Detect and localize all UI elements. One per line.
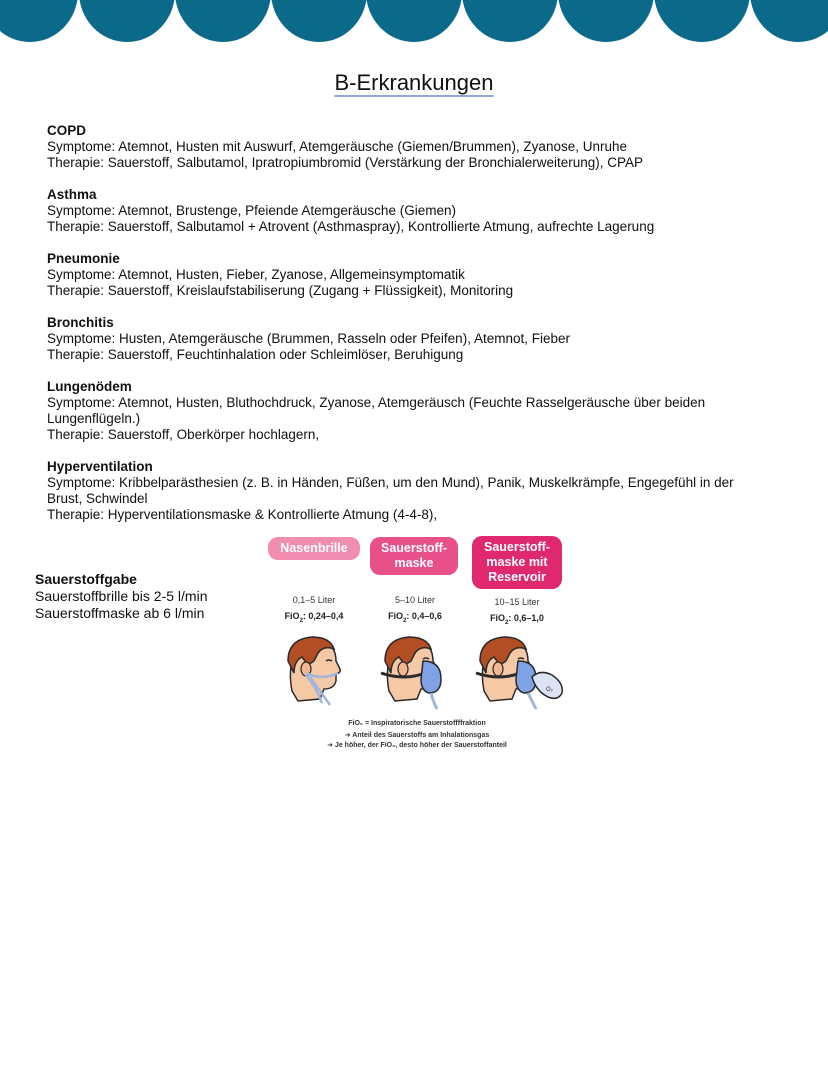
fio2-nasenbrille xyxy=(269,611,359,624)
disease-lungenoedem xyxy=(47,379,767,443)
disease-symptoms: Symptome: Kribbelparästhesien (z. B. in Händen, Füßen, um den Mund), Panik, Muskelkrämpfe, Engegefühl in der Brust, Schwindel xyxy=(47,475,734,506)
oxygen-line: Sauerstoffbrille bis 2-5 l/min xyxy=(35,588,208,604)
disease-bronchitis xyxy=(47,315,767,363)
disease-therapy: Therapie: Sauerstoff, Kreislaufstabiliserung (Zugang + Flüssigkeit), Monitoring xyxy=(47,283,514,298)
range-maske-reservoir: 10–15 Liter xyxy=(494,597,540,607)
page-title xyxy=(0,70,828,96)
fio2-prefix: FiO xyxy=(388,611,404,621)
fio2-subscript: 2 xyxy=(299,617,303,624)
disease-name: Lungenödem xyxy=(47,379,132,394)
disease-symptoms: Symptome: Atemnot, Brustenge, Pfeiende Atemgeräusche (Giemen) xyxy=(47,203,456,218)
fio2-maske-reservoir xyxy=(472,613,562,626)
fio2-prefix: FiO xyxy=(490,613,506,623)
page-title-text: B-Erkrankungen xyxy=(334,70,494,95)
fio2-prefix: FiO xyxy=(284,611,300,621)
disease-copd xyxy=(47,123,767,171)
fio2-subscript: 2 xyxy=(505,619,509,626)
reservoir-mask-face-icon xyxy=(470,631,570,711)
disease-symptoms: Symptome: Atemnot, Husten, Fieber, Zyanose, Allgemeinsymptomatik xyxy=(47,267,465,282)
disease-hyperventilation xyxy=(47,459,767,523)
disease-list xyxy=(47,123,767,539)
oxygen-line: Sauerstoffmaske ab 6 l/min xyxy=(35,605,205,621)
fio2-subscript: 2 xyxy=(403,617,407,624)
oxygen-heading: Sauerstoffgabe xyxy=(35,571,137,587)
fio2-sauerstoffmaske xyxy=(370,611,460,624)
oxygen-summary xyxy=(35,571,255,622)
range-sauerstoffmaske: 5–10 Liter xyxy=(394,595,436,605)
disease-therapy: Therapie: Sauerstoff, Salbutamol, Ipratropiumbromid (Verstärkung der Bronchialerweiterung), CPAP xyxy=(47,155,644,170)
fio2-value: : 0,24–0,4 xyxy=(302,611,344,621)
disease-therapy: Therapie: Hyperventilationsmaske & Kontrollierte Atmung (4-4-8), xyxy=(47,507,438,522)
disease-symptoms: Symptome: Atemnot, Husten mit Auswurf, Atemgeräusche (Giemen/Brummen), Zyanose, Unruhe xyxy=(47,139,627,154)
disease-name: Pneumonie xyxy=(47,251,120,266)
fio2-note-1: ➜ Anteil des Sauerstoffs am Inhalationsgas xyxy=(344,732,490,739)
disease-therapy: Therapie: Sauerstoff, Oberkörper hochlagern, xyxy=(47,427,320,442)
disease-therapy: Therapie: Sauerstoff, Feuchtinhalation oder Schleimlöser, Beruhigung xyxy=(47,347,464,362)
fio2-note-2: ➜ Je höher, der FiO₂, desto höher der Sauerstoffanteil xyxy=(327,742,507,749)
nasal-cannula-face-icon xyxy=(278,631,348,711)
fio2-definition: FiO₂ = Inspiratorische Sauerstoffffraktion xyxy=(348,720,486,727)
disease-name: Hyperventilation xyxy=(47,459,153,474)
pill-maske-reservoir: Sauerstoff- maske mit Reservoir xyxy=(472,536,562,589)
disease-pneumonie xyxy=(47,251,767,299)
oxygen-mask-face-icon xyxy=(375,631,450,711)
disease-name: COPD xyxy=(47,123,87,138)
reservoir-o2-label: O₂ xyxy=(546,687,553,693)
disease-asthma xyxy=(47,187,767,235)
disease-symptoms: Symptome: Husten, Atemgeräusche (Brummen, Rasseln oder Pfeifen), Atemnot, Fieber xyxy=(47,331,570,346)
disease-name: Bronchitis xyxy=(47,315,114,330)
disease-symptoms: Symptome: Atemnot, Husten, Bluthochdruck, Zyanose, Atemgeräusch (Feuchte Rasselgeräusche über beiden Lungenflügeln.) xyxy=(47,395,706,426)
range-nasenbrille: 0,1–5 Liter xyxy=(292,595,336,605)
oxygen-devices-infographic xyxy=(262,533,572,758)
disease-name: Asthma xyxy=(47,187,97,202)
scallop-border xyxy=(0,0,828,50)
disease-therapy: Therapie: Sauerstoff, Salbutamol + Atrovent (Asthmaspray), Kontrollierte Atmung, aufrechte Lagerung xyxy=(47,219,655,234)
pill-nasenbrille: Nasenbrille xyxy=(268,537,360,560)
fio2-value: : 0,6–1,0 xyxy=(508,613,544,623)
pill-sauerstoffmaske: Sauerstoff- maske xyxy=(370,537,458,575)
fio2-value: : 0,4–0,6 xyxy=(406,611,442,621)
